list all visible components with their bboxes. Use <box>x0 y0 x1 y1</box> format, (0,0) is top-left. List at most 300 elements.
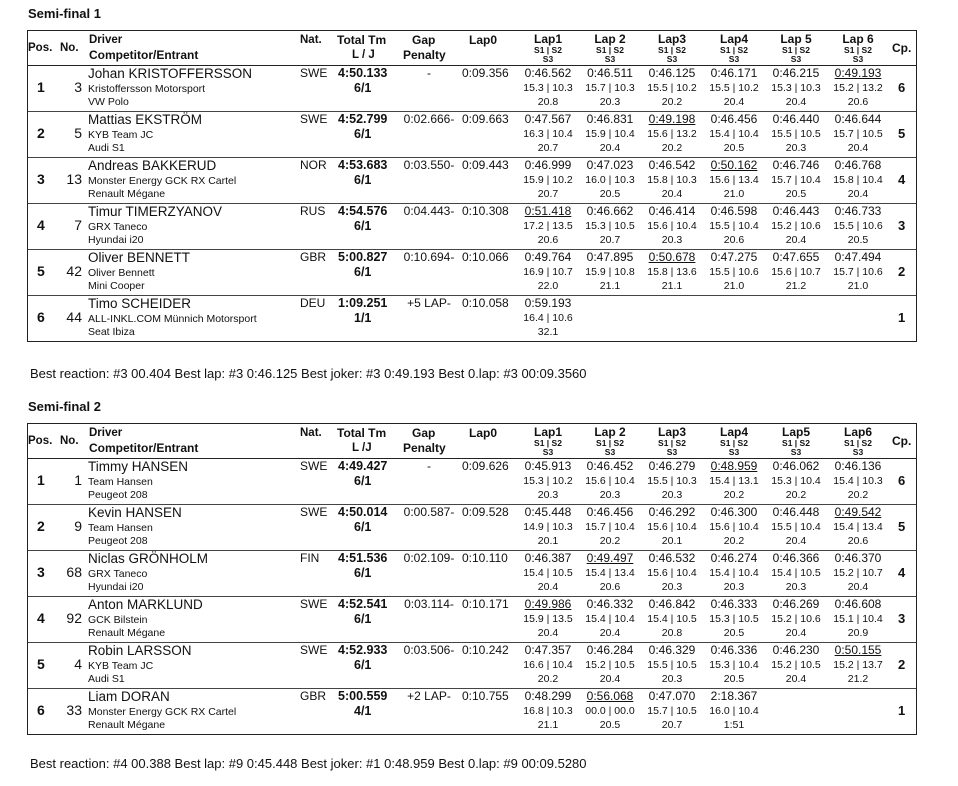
header-competitor: Competitor/Entrant <box>89 48 199 62</box>
table-row <box>28 158 916 204</box>
lap-time: 0:46.230 <box>772 643 820 657</box>
lap0-time: 0:10.755 <box>462 689 509 703</box>
position: 5 <box>37 263 45 279</box>
table-row <box>28 204 916 250</box>
sector-3: 20.3 <box>785 581 807 593</box>
sector-3: 20.6 <box>723 234 745 246</box>
header-pos: Pos. <box>28 435 53 447</box>
lap-time: 0:46.746 <box>772 158 820 172</box>
header-no: No. <box>60 435 79 447</box>
header-s1-s2: S1 | S2 <box>534 438 562 448</box>
sector-3: 20.4 <box>847 581 869 593</box>
sector-1-2: 15.4 | 13.4 <box>585 567 635 579</box>
car-number: 42 <box>66 263 82 279</box>
sector-3: 20.3 <box>599 489 621 501</box>
total-time: 4:50.133 <box>338 66 388 80</box>
lap-time: 0:49.497 <box>586 551 634 565</box>
header-s3: S3 <box>728 54 740 64</box>
sector-3: 32.1 <box>537 326 559 338</box>
sector-1-2: 15.7 | 10.4 <box>771 174 821 186</box>
position: 3 <box>37 564 45 580</box>
sector-3: 20.3 <box>661 581 683 593</box>
best-summary: Best reaction: #4 00.388 Best lap: #9 0:45.448 Best joker: #1 0:48.959 Best 0.lap: #9 00:09.5280 <box>30 756 587 771</box>
table-row <box>28 459 916 505</box>
table-row <box>28 551 916 597</box>
header-s1-s2: S1 | S2 <box>596 45 624 55</box>
header-s1-s2: S1 | S2 <box>844 45 872 55</box>
sector-1-2: 15.3 | 10.5 <box>585 220 635 232</box>
checkpoint-count: 4 <box>898 172 906 187</box>
sector-1-2: 15.6 | 10.4 <box>647 220 697 232</box>
lap-time: 0:46.274 <box>710 551 758 565</box>
laps-jokers: 6/1 <box>354 81 372 95</box>
sector-1-2: 15.6 | 10.7 <box>771 266 821 278</box>
checkpoint-count: 3 <box>898 611 906 626</box>
sector-3: 20.6 <box>537 234 559 246</box>
sector-3: 20.1 <box>661 535 683 547</box>
header-lap: Lap 5 <box>780 32 812 46</box>
header-driver: Driver <box>89 34 123 46</box>
lap-time: 0:46.292 <box>648 505 696 519</box>
checkpoint-count: 4 <box>898 565 906 580</box>
lap-time: 0:47.275 <box>710 250 758 264</box>
sector-1-2: 15.8 | 10.3 <box>647 174 697 186</box>
sector-1-2: 15.5 | 10.5 <box>771 128 821 140</box>
sector-3: 20.7 <box>599 234 621 246</box>
sector-1-2: 15.4 | 13.1 <box>709 475 759 487</box>
team-name: KYB Team JC <box>88 129 154 141</box>
sector-3: 20.4 <box>599 142 621 154</box>
sector-3: 20.7 <box>537 142 559 154</box>
driver-name: Johan KRISTOFFERSSON <box>88 66 253 81</box>
total-time: 4:52.799 <box>338 112 388 126</box>
position: 2 <box>37 125 45 141</box>
lap-time: 0:49.764 <box>524 250 572 264</box>
sector-3: 20.2 <box>723 535 745 547</box>
header-lap: Lap4 <box>719 425 748 439</box>
sector-1-2: 15.7 | 10.5 <box>647 705 697 717</box>
sector-3: 21.2 <box>847 673 869 685</box>
header-s3: S3 <box>666 447 678 457</box>
sector-3: 20.9 <box>847 627 869 639</box>
sector-1-2: 15.6 | 10.4 <box>647 521 697 533</box>
lap-time: 0:46.387 <box>524 551 572 565</box>
sector-1-2: 15.5 | 10.4 <box>709 220 759 232</box>
sector-1-2: 15.2 | 10.5 <box>771 659 821 671</box>
nationality: GBR <box>300 689 327 703</box>
car-number: 13 <box>66 171 82 187</box>
sector-1-2: 15.9 | 13.5 <box>523 613 573 625</box>
driver-name: Timur TIMERZYANOV <box>88 204 223 219</box>
table-row <box>28 66 916 112</box>
team-name: KYB Team JC <box>88 660 154 672</box>
nationality: SWE <box>300 112 328 126</box>
header-lap0: Lap0 <box>469 426 498 440</box>
header-lap: Lap4 <box>719 32 748 46</box>
sector-3: 20.2 <box>847 489 869 501</box>
sector-1-2: 15.5 | 10.6 <box>833 220 883 232</box>
sector-3: 20.7 <box>661 719 683 731</box>
sector-1-2: 14.9 | 10.3 <box>523 521 573 533</box>
laps-jokers: 6/1 <box>354 658 372 672</box>
sector-3: 20.8 <box>661 627 683 639</box>
position: 3 <box>37 171 45 187</box>
gap: 0:03.550- <box>403 158 455 172</box>
position: 1 <box>37 472 45 488</box>
header-gap: Gap <box>412 33 436 47</box>
header-s3: S3 <box>604 447 616 457</box>
lap-time: 0:46.062 <box>772 459 820 473</box>
lap-time: 0:46.448 <box>772 505 820 519</box>
sector-1-2: 17.2 | 13.5 <box>523 220 573 232</box>
nationality: FIN <box>300 551 320 565</box>
lap-time: 0:46.300 <box>710 505 758 519</box>
car-number: 7 <box>74 217 82 233</box>
header-s1-s2: S1 | S2 <box>720 45 748 55</box>
sector-1-2: 15.5 | 10.4 <box>771 521 821 533</box>
lap-time: 0:46.842 <box>648 597 696 611</box>
section-title: Semi-final 2 <box>28 399 101 414</box>
sector-1-2: 16.4 | 10.6 <box>523 312 573 324</box>
lap-time: 0:46.215 <box>772 66 820 80</box>
checkpoint-count: 1 <box>898 703 906 718</box>
car-model: Audi S1 <box>88 673 125 685</box>
position: 4 <box>37 610 45 626</box>
team-name: GRX Taneco <box>88 221 148 233</box>
sector-3: 20.2 <box>785 489 807 501</box>
lap-time: 0:46.366 <box>772 551 820 565</box>
header-totaltm: Total Tm <box>337 426 387 440</box>
lap-time: 0:46.125 <box>648 66 696 80</box>
header-no: No. <box>60 42 79 54</box>
lap0-time: 0:09.356 <box>462 66 509 80</box>
sector-3: 20.3 <box>785 142 807 154</box>
sector-3: 20.4 <box>661 188 683 200</box>
sector-1-2: 15.3 | 10.5 <box>709 613 759 625</box>
header-lap: Lap3 <box>657 32 686 46</box>
sector-3: 20.2 <box>723 489 745 501</box>
table-row <box>28 112 916 158</box>
sector-3: 20.6 <box>599 581 621 593</box>
total-time: 5:00.827 <box>338 250 388 264</box>
sector-3: 20.4 <box>785 627 807 639</box>
sector-1-2: 15.6 | 10.4 <box>585 475 635 487</box>
checkpoint-count: 2 <box>898 657 906 672</box>
total-time: 4:50.014 <box>338 505 388 519</box>
sector-3: 20.5 <box>723 673 745 685</box>
driver-name: Timmy HANSEN <box>88 459 188 474</box>
header-penalty: Penalty <box>403 441 446 455</box>
lap-time: 0:46.284 <box>586 643 634 657</box>
checkpoint-count: 5 <box>898 519 906 534</box>
sector-1-2: 16.6 | 10.4 <box>523 659 573 671</box>
nationality: RUS <box>300 204 326 218</box>
total-time: 4:52.933 <box>338 643 388 657</box>
car-model: Renault Mégane <box>88 719 166 731</box>
total-time: 4:51.536 <box>338 551 388 565</box>
lap0-time: 0:10.242 <box>462 643 509 657</box>
header-s3: S3 <box>542 447 554 457</box>
lap-time: 0:47.494 <box>834 250 882 264</box>
gap: 0:03.114- <box>404 597 454 611</box>
car-model: Hyundai i20 <box>88 581 144 593</box>
team-name: ALL-INKL.COM Münnich Motorsport <box>88 313 257 325</box>
lap-time: 0:46.598 <box>710 204 758 218</box>
lap-time: 0:49.542 <box>834 505 882 519</box>
car-number: 5 <box>74 125 82 141</box>
sector-3: 20.8 <box>537 96 559 108</box>
sector-3: 20.3 <box>723 581 745 593</box>
car-number: 33 <box>66 702 82 718</box>
sector-1-2: 15.5 | 10.2 <box>647 82 697 94</box>
checkpoint-count: 1 <box>898 310 906 325</box>
driver-name: Niclas GRÖNHOLM <box>88 551 209 566</box>
sector-3: 20.4 <box>723 96 745 108</box>
lap-time: 0:46.608 <box>834 597 882 611</box>
driver-name: Timo SCHEIDER <box>88 296 192 311</box>
sector-3: 21.1 <box>599 280 621 292</box>
lap-time: 0:46.644 <box>834 112 882 126</box>
lap-time: 0:46.414 <box>648 204 696 218</box>
header-s3: S3 <box>852 54 864 64</box>
team-name: GRX Taneco <box>88 568 148 580</box>
driver-name: Mattias EKSTRÖM <box>88 112 203 127</box>
lap-time: 0:46.136 <box>834 459 882 473</box>
table-row <box>28 505 916 551</box>
laps-jokers: 4/1 <box>354 704 372 718</box>
sector-3: 20.4 <box>537 581 559 593</box>
team-name: Oliver Bennett <box>88 267 155 279</box>
header-s1-s2: S1 | S2 <box>596 438 624 448</box>
sector-1-2: 15.5 | 10.6 <box>709 266 759 278</box>
car-model: Renault Mégane <box>88 627 166 639</box>
lap-time: 0:46.532 <box>648 551 696 565</box>
team-name: Monster Energy GCK RX Cartel <box>88 706 237 718</box>
lap0-time: 0:09.626 <box>462 459 509 473</box>
table-row <box>28 643 916 689</box>
sector-3: 20.5 <box>599 719 621 731</box>
lap-time: 0:46.456 <box>710 112 758 126</box>
sector-3: 20.2 <box>661 142 683 154</box>
lap-time: 0:56.068 <box>586 689 634 703</box>
table-row <box>28 250 916 296</box>
header-driver: Driver <box>89 427 123 439</box>
header-s1-s2: S1 | S2 <box>782 45 810 55</box>
sector-3: 20.4 <box>785 96 807 108</box>
car-model: Peugeot 208 <box>88 489 148 501</box>
sector-1-2: 15.4 | 10.5 <box>523 567 573 579</box>
header-penalty: Penalty <box>403 48 446 62</box>
lap-time: 0:59.193 <box>524 296 572 310</box>
total-time: 5:00.559 <box>338 689 388 703</box>
car-model: Seat Ibiza <box>88 326 135 338</box>
nationality: NOR <box>300 158 327 172</box>
gap: 0:03.506- <box>403 643 455 657</box>
lap-time: 0:47.357 <box>524 643 572 657</box>
sector-3: 21.2 <box>785 280 807 292</box>
car-model: Renault Mégane <box>88 188 166 200</box>
sector-3: 20.4 <box>785 535 807 547</box>
sector-1-2: 15.4 | 13.4 <box>833 521 883 533</box>
team-name: GCK Bilstein <box>88 614 148 626</box>
header-competitor: Competitor/Entrant <box>89 441 199 455</box>
total-time: 4:52.541 <box>338 597 388 611</box>
header-lap: Lap1 <box>533 425 562 439</box>
laps-jokers: 6/1 <box>354 612 372 626</box>
sector-1-2: 15.7 | 10.6 <box>833 266 883 278</box>
position: 5 <box>37 656 45 672</box>
sector-1-2: 15.9 | 10.8 <box>585 266 635 278</box>
checkpoint-count: 6 <box>898 473 906 488</box>
lap-time: 0:46.171 <box>710 66 758 80</box>
lap0-time: 0:09.443 <box>462 158 509 172</box>
lap-time: 0:47.655 <box>772 250 820 264</box>
laps-jokers: 6/1 <box>354 566 372 580</box>
sector-3: 21.1 <box>537 719 559 731</box>
lap-time: 0:49.198 <box>648 112 696 126</box>
lap-time: 0:46.452 <box>586 459 634 473</box>
header-lap: Lap 2 <box>594 425 626 439</box>
sector-3: 20.4 <box>599 673 621 685</box>
sector-3: 20.3 <box>661 673 683 685</box>
header-cp: Cp. <box>892 434 912 448</box>
laps-jokers: 6/1 <box>354 173 372 187</box>
table-row <box>28 597 916 643</box>
table-row <box>28 689 916 734</box>
gap: - <box>427 66 431 80</box>
lap-time: 0:47.070 <box>648 689 696 703</box>
sector-3: 20.4 <box>537 627 559 639</box>
position: 6 <box>37 702 45 718</box>
best-summary: Best reaction: #3 00.404 Best lap: #3 0:46.125 Best joker: #3 0:49.193 Best 0.lap: #3 00:09.3560 <box>30 366 587 381</box>
driver-name: Kevin HANSEN <box>88 505 182 520</box>
header-lap: Lap5 <box>781 425 810 439</box>
header-s1-s2: S1 | S2 <box>782 438 810 448</box>
lap-time: 0:46.662 <box>586 204 634 218</box>
sector-1-2: 15.4 | 10.5 <box>647 613 697 625</box>
header-lap: Lap 6 <box>842 32 874 46</box>
lap-time: 0:48.299 <box>524 689 572 703</box>
car-model: Peugeot 208 <box>88 535 148 547</box>
nationality: DEU <box>300 296 326 310</box>
sector-3: 20.5 <box>599 188 621 200</box>
header-lap: Lap 2 <box>594 32 626 46</box>
sector-1-2: 15.7 | 10.4 <box>585 521 635 533</box>
gap: 0:00.587- <box>403 505 455 519</box>
header-s3: S3 <box>666 54 678 64</box>
sector-1-2: 15.2 | 10.7 <box>833 567 883 579</box>
sector-3: 20.3 <box>537 489 559 501</box>
lap0-time: 0:10.058 <box>462 296 509 310</box>
car-model: Hyundai i20 <box>88 234 144 246</box>
lap-time: 0:46.333 <box>710 597 758 611</box>
position: 6 <box>37 309 45 325</box>
sector-3: 20.4 <box>785 234 807 246</box>
sector-3: 20.3 <box>661 234 683 246</box>
lap-time: 0:47.023 <box>586 158 634 172</box>
lap-time: 0:46.456 <box>586 505 634 519</box>
gap: 0:04.443- <box>403 204 455 218</box>
laps-jokers: 6/1 <box>354 127 372 141</box>
nationality: SWE <box>300 505 328 519</box>
lap-time: 0:47.567 <box>524 112 572 126</box>
lap-time: 0:50.162 <box>710 158 758 172</box>
lap-time: 0:46.443 <box>772 204 820 218</box>
car-number: 4 <box>74 656 82 672</box>
sector-3: 21.0 <box>847 280 869 292</box>
sector-3: 22.0 <box>537 280 559 292</box>
lap-time: 0:46.332 <box>586 597 634 611</box>
sector-1-2: 15.2 | 10.5 <box>585 659 635 671</box>
nationality: GBR <box>300 250 327 264</box>
sector-3: 20.2 <box>537 673 559 685</box>
table-row <box>28 296 916 341</box>
sector-1-2: 15.7 | 10.5 <box>833 128 883 140</box>
results-table <box>27 423 917 735</box>
driver-name: Liam DORAN <box>88 689 170 704</box>
lap0-time: 0:09.528 <box>462 505 509 519</box>
header-s1-s2: S1 | S2 <box>534 45 562 55</box>
header-pos: Pos. <box>28 42 53 54</box>
lap-time: 0:46.562 <box>524 66 572 80</box>
car-number: 9 <box>74 518 82 534</box>
lap-time: 0:46.733 <box>834 204 882 218</box>
header-nat: Nat. <box>300 34 322 46</box>
sector-1-2: 15.5 | 10.5 <box>647 659 697 671</box>
total-time: 4:54.576 <box>338 204 388 218</box>
sector-1-2: 16.8 | 10.3 <box>523 705 573 717</box>
header-lap: Lap1 <box>533 32 562 46</box>
sector-1-2: 15.2 | 10.6 <box>771 613 821 625</box>
sector-1-2: 15.9 | 10.4 <box>585 128 635 140</box>
team-name: Team Hansen <box>88 476 153 488</box>
lap0-time: 0:10.110 <box>462 551 508 565</box>
header-nat: Nat. <box>300 427 322 439</box>
sector-3: 20.6 <box>847 96 869 108</box>
sector-3: 20.4 <box>847 142 869 154</box>
sector-1-2: 15.4 | 10.4 <box>709 567 759 579</box>
header-s3: S3 <box>790 54 802 64</box>
laps-jokers: 1/1 <box>354 311 372 325</box>
gap: +2 LAP- <box>407 689 451 703</box>
sector-1-2: 15.5 | 10.3 <box>647 475 697 487</box>
header-s1-s2: S1 | S2 <box>658 45 686 55</box>
sector-1-2: 15.4 | 10.4 <box>585 613 635 625</box>
sector-3: 20.4 <box>847 188 869 200</box>
header-s3: S3 <box>604 54 616 64</box>
team-name: Monster Energy GCK RX Cartel <box>88 175 237 187</box>
sector-3: 20.1 <box>537 535 559 547</box>
car-number: 1 <box>74 472 82 488</box>
gap: 0:02.666- <box>403 112 455 126</box>
driver-name: Anton MARKLUND <box>88 597 203 612</box>
sector-1-2: 15.9 | 10.2 <box>523 174 573 186</box>
car-model: VW Polo <box>88 96 129 108</box>
header-s3: S3 <box>542 54 554 64</box>
lap-time: 0:49.193 <box>834 66 882 80</box>
lap-time: 0:45.448 <box>524 505 572 519</box>
gap: 0:10.694- <box>403 250 455 264</box>
lap-time: 0:46.511 <box>587 66 633 80</box>
header-s3: S3 <box>790 447 802 457</box>
sector-1-2: 16.0 | 10.3 <box>585 174 635 186</box>
team-name: Kristoffersson Motorsport <box>88 83 206 95</box>
sector-1-2: 15.3 | 10.4 <box>709 659 759 671</box>
sector-1-2: 15.6 | 10.4 <box>709 521 759 533</box>
sector-3: 20.7 <box>537 188 559 200</box>
sector-3: 20.5 <box>847 234 869 246</box>
lap-time: 0:49.986 <box>524 597 572 611</box>
